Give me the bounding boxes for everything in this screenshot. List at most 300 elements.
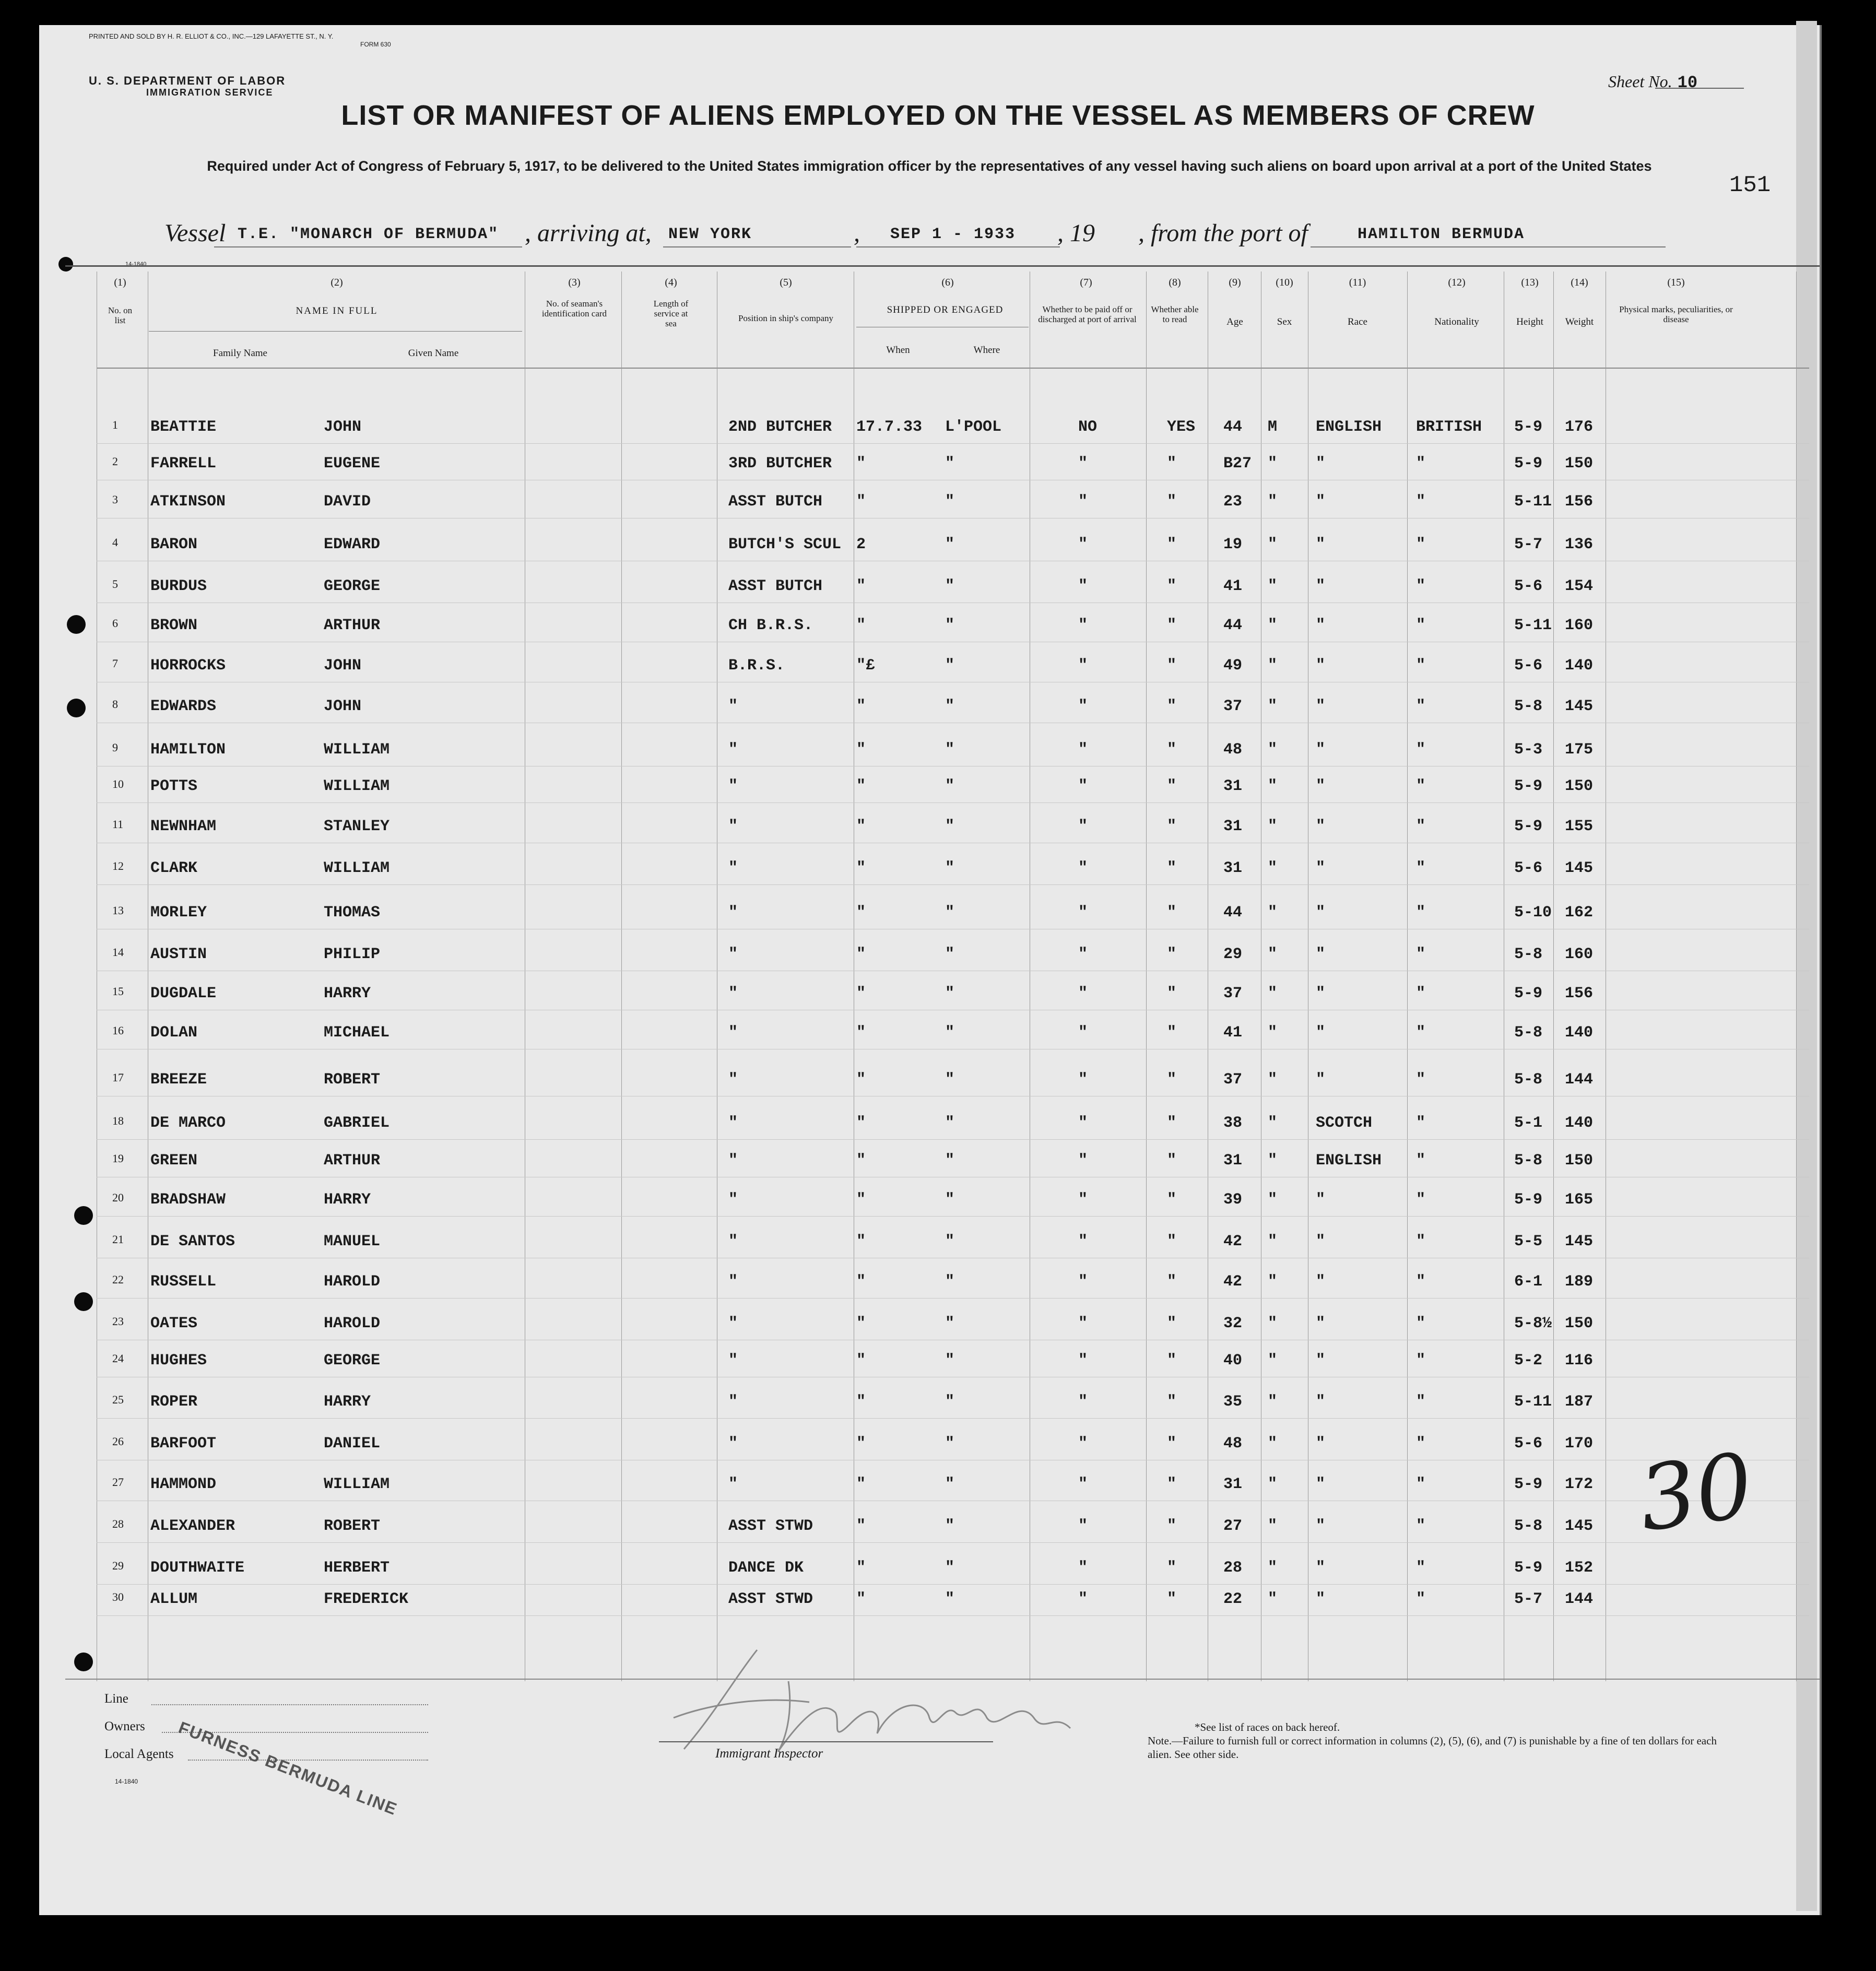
sex: ": [1268, 859, 1278, 877]
colnum-3: (3): [568, 277, 581, 288]
row-number: 10: [112, 777, 124, 790]
header-separator: [65, 265, 1820, 267]
race: ": [1316, 1559, 1326, 1577]
row-rule: [97, 1298, 1809, 1299]
race: ": [1316, 904, 1326, 922]
height: 5-5: [1514, 1233, 1543, 1250]
footer-note: [1148, 1720, 1732, 1761]
shipped-when: ": [856, 1152, 866, 1170]
family-name: RUSSELL: [150, 1273, 217, 1291]
nationality: ": [1416, 1476, 1426, 1493]
given-name: STANLEY: [324, 818, 390, 835]
row-number: 19: [112, 1152, 124, 1165]
shipped-when: ": [856, 818, 866, 835]
family-name: BROWN: [150, 617, 198, 634]
colnum-6: (6): [941, 277, 954, 288]
sex: ": [1268, 777, 1278, 795]
header-id-card: No. of seaman's identification card: [541, 299, 607, 318]
row-number: 2: [112, 455, 118, 468]
height: 5-11: [1514, 617, 1552, 634]
able-to-read: ": [1167, 904, 1177, 922]
age: 37: [1223, 698, 1243, 715]
position: ASST BUTCH: [728, 493, 823, 511]
note-races: *See list of races on back hereof.: [1195, 1721, 1340, 1733]
race: ": [1316, 1024, 1326, 1042]
given-name: HARRY: [324, 985, 371, 1002]
race: ": [1316, 1590, 1326, 1608]
row-number: 14: [112, 946, 124, 959]
position: ": [728, 1315, 738, 1332]
table-row: [0, 727, 1876, 766]
weight: 189: [1565, 1273, 1594, 1291]
shipped-when: ": [856, 1233, 866, 1250]
footer-form-code: 14-1840: [115, 1778, 138, 1785]
age: 32: [1223, 1315, 1243, 1332]
shipped-where: ": [945, 946, 955, 963]
age: 37: [1223, 1071, 1243, 1089]
position: ": [728, 1435, 738, 1453]
weight: 162: [1565, 904, 1594, 922]
position: ": [728, 777, 738, 795]
given-name: DAVID: [324, 493, 371, 511]
position: ": [728, 904, 738, 922]
row-number: 16: [112, 1024, 124, 1037]
nationality: ": [1416, 859, 1426, 877]
table-row: [0, 1138, 1876, 1177]
from-port: HAMILTON BERMUDA: [1358, 226, 1525, 243]
position: ": [728, 1024, 738, 1042]
age: 49: [1223, 657, 1243, 675]
arrival-date: SEP 1 - 1933: [890, 226, 1016, 243]
table-row: [0, 764, 1876, 802]
paid-off: ": [1078, 617, 1088, 634]
paid-off: ": [1078, 657, 1088, 675]
weight: 140: [1565, 657, 1594, 675]
height: 5-2: [1514, 1352, 1543, 1370]
nationality: ": [1416, 777, 1426, 795]
sex: ": [1268, 577, 1278, 595]
given-name: PHILIP: [324, 946, 381, 963]
position: ": [728, 859, 738, 877]
colnum-1: (1): [114, 277, 126, 288]
service-name: IMMIGRATION SERVICE: [146, 87, 274, 98]
race: ": [1316, 698, 1326, 715]
position: 3RD BUTCHER: [728, 455, 832, 473]
paid-off: ": [1078, 1559, 1088, 1577]
able-to-read: ": [1167, 536, 1177, 553]
paid-off: ": [1078, 1071, 1088, 1089]
row-number: 26: [112, 1435, 124, 1448]
sex: ": [1268, 1517, 1278, 1535]
shipped-where: ": [945, 741, 955, 759]
height: 5-6: [1514, 577, 1543, 595]
family-name: FARRELL: [150, 455, 217, 473]
age: 31: [1223, 1152, 1243, 1170]
age: 38: [1223, 1114, 1243, 1132]
height: 5-6: [1514, 859, 1543, 877]
nationality: ": [1416, 904, 1426, 922]
shipped-where: ": [945, 904, 955, 922]
paid-off: ": [1078, 493, 1088, 511]
row-number: 1: [112, 418, 118, 431]
inspector-label: Immigrant Inspector: [715, 1746, 823, 1761]
family-name: DUGDALE: [150, 985, 217, 1002]
table-row: [0, 684, 1876, 723]
table-row: [0, 932, 1876, 971]
shipped-where: ": [945, 536, 955, 553]
nationality: ": [1416, 1590, 1426, 1608]
sex: ": [1268, 698, 1278, 715]
paid-off: ": [1078, 536, 1088, 553]
sheet-number: [1608, 72, 1697, 92]
sheet-label: Sheet No.: [1608, 72, 1672, 91]
height: 5-10: [1514, 904, 1552, 922]
line-stamp: FURNESS BERMUDA LINE: [176, 1718, 400, 1819]
nationality: ": [1416, 1352, 1426, 1370]
family-name: DE MARCO: [150, 1114, 226, 1132]
nationality: ": [1416, 1315, 1426, 1332]
shipped-where: ": [945, 1114, 955, 1132]
position: ": [728, 1393, 738, 1411]
weight: 165: [1565, 1191, 1594, 1209]
able-to-read: ": [1167, 577, 1177, 595]
family-name: BREEZE: [150, 1071, 207, 1089]
given-name: ROBERT: [324, 1517, 381, 1535]
vessel-underline: [214, 246, 522, 247]
row-number: 25: [112, 1393, 124, 1406]
weight: 116: [1565, 1352, 1594, 1370]
paid-off: NO: [1078, 418, 1098, 436]
height: 5-8: [1514, 946, 1543, 963]
age: 44: [1223, 418, 1243, 436]
row-rule: [97, 1542, 1809, 1543]
age: 41: [1223, 1024, 1243, 1042]
able-to-read: ": [1167, 493, 1177, 511]
position: ": [728, 818, 738, 835]
header-age: Age: [1226, 316, 1243, 327]
year-label: , 19: [1057, 219, 1095, 247]
header-paid-off: Whether to be paid off or discharged at port of arrival: [1038, 304, 1137, 324]
shipped-when: ": [856, 859, 866, 877]
table-row: [0, 1177, 1876, 1216]
weight: 154: [1565, 577, 1594, 595]
shipped-when: ": [856, 741, 866, 759]
able-to-read: ": [1167, 657, 1177, 675]
colnum-11: (11): [1349, 277, 1366, 288]
given-name: HAROLD: [324, 1273, 381, 1291]
given-name: JOHN: [324, 657, 362, 675]
position: ": [728, 1476, 738, 1493]
family-name: BEATTIE: [150, 418, 217, 436]
position: ASST STWD: [728, 1517, 813, 1535]
race: ": [1316, 1352, 1326, 1370]
given-name: GEORGE: [324, 577, 381, 595]
paid-off: ": [1078, 859, 1088, 877]
sex: ": [1268, 1233, 1278, 1250]
colnum-14: (14): [1571, 277, 1588, 288]
able-to-read: ": [1167, 1476, 1177, 1493]
arriving-label: , arriving at,: [525, 219, 652, 247]
nationality: ": [1416, 946, 1426, 963]
race: ": [1316, 741, 1326, 759]
weight: 144: [1565, 1071, 1594, 1089]
paid-off: ": [1078, 577, 1088, 595]
position: CH B.R.S.: [728, 617, 813, 634]
paid-off: ": [1078, 1233, 1088, 1250]
row-rule: [97, 1216, 1809, 1217]
given-name: HARRY: [324, 1191, 371, 1209]
race: ": [1316, 1233, 1326, 1250]
age: 23: [1223, 493, 1243, 511]
vessel-line: [164, 219, 1668, 251]
sheet-underline: [1655, 88, 1744, 89]
row-number: 24: [112, 1352, 124, 1365]
header-family-name: Family Name: [213, 348, 267, 359]
row-number: 3: [112, 493, 118, 506]
position: ": [728, 946, 738, 963]
sex: ": [1268, 1152, 1278, 1170]
sex: ": [1268, 985, 1278, 1002]
age: 37: [1223, 985, 1243, 1002]
row-number: 9: [112, 741, 118, 754]
row-number: 6: [112, 617, 118, 630]
height: 5-9: [1514, 777, 1543, 795]
family-name: ALEXANDER: [150, 1517, 235, 1535]
colnum-10: (10): [1276, 277, 1293, 288]
shipped-when: ": [856, 493, 866, 511]
date-separator: ,: [854, 219, 860, 247]
height: 5-3: [1514, 741, 1543, 759]
given-name: HARRY: [324, 1393, 371, 1411]
family-name: DOUTHWAITE: [150, 1559, 245, 1577]
header-when: When: [886, 345, 910, 356]
nationality: BRITISH: [1416, 418, 1482, 436]
port-underline: [663, 246, 851, 247]
sex: ": [1268, 536, 1278, 553]
row-number: 21: [112, 1233, 124, 1246]
row-rule: [97, 1615, 1809, 1616]
shipped-where: ": [945, 1024, 955, 1042]
shipped-when: ": [856, 1114, 866, 1132]
form-code: 14-1840: [125, 261, 147, 267]
weight: 172: [1565, 1476, 1594, 1493]
page-subtitle: Required under Act of Congress of February 5, 1917, to be delivered to the United States immigration officer by the representatives of any vessel having such aliens on board upon arrival at a port of the United States: [207, 158, 1652, 174]
race: ENGLISH: [1316, 1152, 1382, 1170]
header-able-read: Whether able to read: [1151, 304, 1199, 324]
nationality: ": [1416, 698, 1426, 715]
race: ": [1316, 818, 1326, 835]
shipped-when: 2: [856, 536, 866, 553]
row-number: 17: [112, 1071, 124, 1084]
paid-off: ": [1078, 1114, 1088, 1132]
able-to-read: ": [1167, 455, 1177, 473]
weight: 187: [1565, 1393, 1594, 1411]
sex: ": [1268, 1315, 1278, 1332]
shipped-when: ": [856, 1517, 866, 1535]
paid-off: ": [1078, 1315, 1088, 1332]
position: BUTCH'S SCUL: [728, 536, 842, 553]
race: ": [1316, 1315, 1326, 1332]
paid-off: ": [1078, 1024, 1088, 1042]
weight: 136: [1565, 536, 1594, 553]
sex: ": [1268, 493, 1278, 511]
family-name: ALLUM: [150, 1590, 198, 1608]
nationality: ": [1416, 1273, 1426, 1291]
able-to-read: ": [1167, 1273, 1177, 1291]
given-name: GABRIEL: [324, 1114, 390, 1132]
weight: 150: [1565, 1152, 1594, 1170]
shipped-when: ": [856, 1435, 866, 1453]
table-row: [0, 1101, 1876, 1139]
age: 27: [1223, 1517, 1243, 1535]
position: ": [728, 741, 738, 759]
row-number: 4: [112, 536, 118, 549]
able-to-read: ": [1167, 1191, 1177, 1209]
shipped-when: ": [856, 1590, 866, 1608]
able-to-read: ": [1167, 777, 1177, 795]
age: 22: [1223, 1590, 1243, 1608]
race: ": [1316, 1273, 1326, 1291]
race: ": [1316, 657, 1326, 675]
position: B.R.S.: [728, 657, 785, 675]
table-row: [0, 1219, 1876, 1258]
header-marks: Physical marks, peculiarities, or disease: [1619, 304, 1733, 324]
weight: 160: [1565, 617, 1594, 634]
shipped-when: ": [856, 1559, 866, 1577]
table-row: [0, 804, 1876, 843]
paid-off: ": [1078, 1152, 1088, 1170]
age: 42: [1223, 1233, 1243, 1250]
table-row: [0, 846, 1876, 884]
shipped-when: ": [856, 777, 866, 795]
given-name: MANUEL: [324, 1233, 381, 1250]
colnum-8: (8): [1169, 277, 1181, 288]
nationality: ": [1416, 577, 1426, 595]
paid-off: ": [1078, 741, 1088, 759]
age: 44: [1223, 617, 1243, 634]
row-number: 12: [112, 859, 124, 872]
shipped-when: ": [856, 1393, 866, 1411]
race: ": [1316, 985, 1326, 1002]
family-name: NEWNHAM: [150, 818, 217, 835]
weight: 152: [1565, 1559, 1594, 1577]
height: 5-11: [1514, 1393, 1552, 1411]
family-name: HAMMOND: [150, 1476, 217, 1493]
colnum-4: (4): [665, 277, 677, 288]
race: ": [1316, 1191, 1326, 1209]
family-name: HUGHES: [150, 1352, 207, 1370]
position: ASST BUTCH: [728, 577, 823, 595]
shipped-when: ": [856, 904, 866, 922]
position: ": [728, 1233, 738, 1250]
given-name: EDWARD: [324, 536, 381, 553]
able-to-read: ": [1167, 946, 1177, 963]
row-number: 8: [112, 698, 118, 711]
shipped-where: ": [945, 1233, 955, 1250]
position: ": [728, 985, 738, 1002]
nationality: ": [1416, 657, 1426, 675]
weight: 175: [1565, 741, 1594, 759]
family-name: ROPER: [150, 1393, 198, 1411]
punch-hole: [58, 257, 73, 272]
shipped-where: ": [945, 657, 955, 675]
sex: ": [1268, 1071, 1278, 1089]
weight: 156: [1565, 985, 1594, 1002]
weight: 144: [1565, 1590, 1594, 1608]
table-row: [0, 1421, 1876, 1460]
nationality: ": [1416, 1152, 1426, 1170]
shipped-when: ": [856, 698, 866, 715]
paid-off: ": [1078, 1191, 1088, 1209]
given-name: WILLIAM: [324, 741, 390, 759]
sex: ": [1268, 1393, 1278, 1411]
paid-off: ": [1078, 1435, 1088, 1453]
row-number: 18: [112, 1114, 124, 1127]
colnum-12: (12): [1448, 277, 1466, 288]
table-row: [0, 1057, 1876, 1096]
vessel-name: T.E. "MONARCH OF BERMUDA": [238, 226, 499, 243]
row-number: 15: [112, 985, 124, 998]
able-to-read: ": [1167, 1517, 1177, 1535]
table-row: [0, 1379, 1876, 1418]
race: ": [1316, 1393, 1326, 1411]
colnum-5: (5): [780, 277, 792, 288]
position: ": [728, 1071, 738, 1089]
family-name: ATKINSON: [150, 493, 226, 511]
age: 48: [1223, 741, 1243, 759]
height: 5-6: [1514, 1435, 1543, 1453]
sex: ": [1268, 1435, 1278, 1453]
position: ": [728, 1273, 738, 1291]
shipped-when: ": [856, 1191, 866, 1209]
family-name: OATES: [150, 1315, 198, 1332]
shipped-where: ": [945, 1393, 955, 1411]
given-name: WILLIAM: [324, 859, 390, 877]
given-name: JOHN: [324, 418, 362, 436]
nationality: ": [1416, 1393, 1426, 1411]
weight: 170: [1565, 1435, 1594, 1453]
height: 5-9: [1514, 1191, 1543, 1209]
sheet-value: 10: [1677, 73, 1698, 92]
header-shipped: SHIPPED OR ENGAGED: [887, 304, 1004, 315]
race: ": [1316, 1476, 1326, 1493]
race: ENGLISH: [1316, 418, 1382, 436]
given-name: WILLIAM: [324, 1476, 390, 1493]
header-no-on-list: No. on list: [108, 305, 133, 325]
row-number: 5: [112, 577, 118, 591]
given-name: HAROLD: [324, 1315, 381, 1332]
given-name: EUGENE: [324, 455, 381, 473]
paid-off: ": [1078, 1476, 1088, 1493]
able-to-read: ": [1167, 985, 1177, 1002]
shipped-when: "£: [856, 657, 876, 675]
row-number: 30: [112, 1590, 124, 1603]
age: 31: [1223, 1476, 1243, 1493]
shipped-when: ": [856, 577, 866, 595]
row-rule: [97, 802, 1809, 803]
race: SCOTCH: [1316, 1114, 1373, 1132]
shipped-where: ": [945, 1590, 955, 1608]
height: 5-11: [1514, 493, 1552, 511]
nationality: ": [1416, 741, 1426, 759]
family-name: BRADSHAW: [150, 1191, 226, 1209]
department: [89, 74, 286, 97]
sex: ": [1268, 904, 1278, 922]
table-row: [0, 890, 1876, 929]
weight: 156: [1565, 493, 1594, 511]
header-weight: Weight: [1565, 316, 1594, 327]
family-name: EDWARDS: [150, 698, 217, 715]
